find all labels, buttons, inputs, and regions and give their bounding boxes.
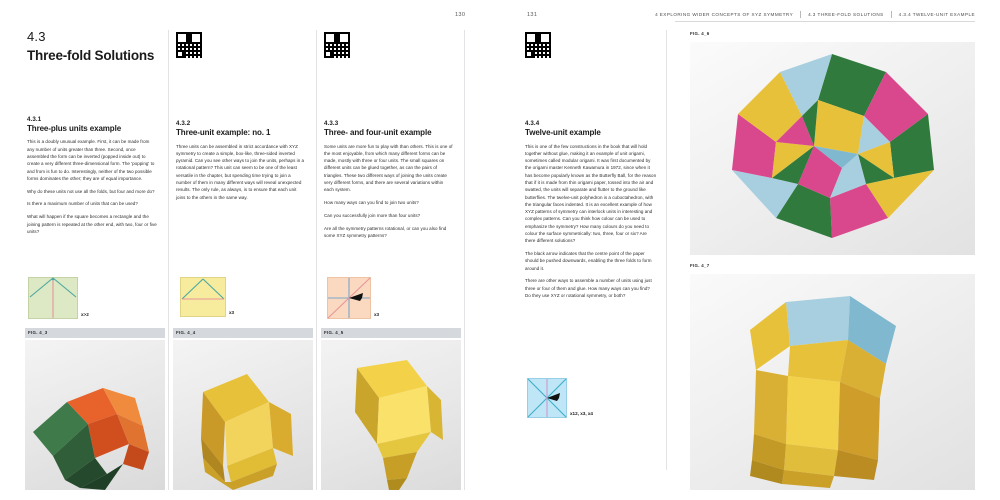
breadcrumb-item-chapter[interactable]: 4 EXPLORING WIDER CONCEPTS OF XYZ SYMMETRY	[655, 12, 794, 17]
folio-left: 130	[455, 12, 466, 18]
section-431-para-2: Why do these units not use all the folds, but four and more do?	[27, 188, 155, 194]
crease-pattern-434	[527, 378, 567, 418]
chapter-title: Three-fold Solutions	[27, 48, 155, 63]
section-434-para-3: There are other ways to assemble a number of units using just three or four of them and glue. How many ways can you find? Do they use XYZ or rotational symmetry, or both?	[525, 278, 652, 298]
section-431-para-4: What will happen if the square becomes a rectangle and the joining pattern is repeated at the other end, with two, four or five units?	[27, 214, 157, 234]
figure-caption-47-box	[690, 262, 975, 272]
section-title-432: Three-unit example: no. 1	[176, 128, 271, 138]
crease-multiplier-431: x>2	[81, 312, 89, 317]
section-title-433: Three- and four-unit example	[324, 128, 432, 138]
column-1	[27, 30, 157, 241]
column-divider	[666, 30, 667, 470]
column-3	[324, 30, 454, 245]
figure-caption-43-box	[25, 328, 165, 338]
section-title-434: Twelve-unit example	[525, 128, 601, 138]
crease-diagram-432	[180, 277, 234, 317]
section-number-431: 4.3.1	[27, 115, 42, 123]
section-number-434: 4.3.4	[525, 120, 540, 127]
figure-caption-43: FIG. 4_3	[28, 330, 48, 336]
figure-caption-47: FIG. 4_7	[690, 263, 710, 268]
figure-photo-46	[690, 42, 975, 255]
section-431-para-3: Is there a maximum number of units that can be used?	[27, 201, 138, 207]
crease-pattern-433	[327, 277, 371, 319]
qr-code-icon-col2[interactable]	[176, 32, 202, 58]
column-4	[525, 30, 657, 305]
figure-caption-46: FIG. 4_6	[690, 31, 710, 36]
section-434-para-2: The black arrow indicates that the centre point of the paper should be pushed downwards, enabling the three folds to form around it.	[525, 251, 652, 271]
crease-diagram-433	[327, 277, 379, 319]
figure-caption-46-box	[690, 30, 975, 40]
crease-pattern-432	[180, 277, 226, 317]
folio-right: 131	[527, 12, 538, 18]
crease-multiplier-433: x3	[374, 312, 380, 317]
figure-caption-44-box	[173, 328, 313, 338]
crease-diagram-431	[28, 277, 89, 319]
section-number-433: 4.3.3	[324, 120, 339, 127]
section-number-432: 4.3.2	[176, 120, 191, 127]
section-433-para-2: How many ways can you find to join two units?	[324, 200, 419, 206]
section-title-431: Three-plus units example	[27, 124, 122, 134]
chapter-number: 4.3	[27, 29, 46, 44]
figure-caption-45-box	[321, 328, 461, 338]
right-page	[500, 0, 1000, 500]
crease-diagram-434	[527, 378, 593, 418]
column-divider	[464, 30, 465, 490]
figure-photo-43	[25, 340, 165, 490]
figure-photo-44	[173, 340, 313, 490]
section-433-para-1: Some units are more fun to play with than others. This is one of the most enjoyable, from which many different forms can be made, mostly with three or four units. The small squares on different units can be glued together, as can the pairs of triangles. These two different ways of joining the units create very different forms, and there are several variations within each system.	[324, 143, 453, 193]
qr-code-icon-col4[interactable]	[525, 32, 551, 58]
section-432-para-1: Three units can be assembled in strict accordance with XYZ symmetry to create a simple, box-like, three-sided inverted pyramid. Can you see other ways to join the units, perhaps in a rotational pattern? This unit can seem to be one of the least versatile in the chapter, but spending time trying to join a number of them in many different ways will reveal unexpected results. The only rule, as always, is to ensure that each unit joins to the others in the same way.	[176, 143, 305, 200]
figure-caption-45: FIG. 4_5	[324, 330, 344, 336]
qr-code-icon-col3[interactable]	[324, 32, 350, 58]
figure-photo-47	[690, 274, 975, 490]
breadcrumb-item-section[interactable]: 4.3 THREE-FOLD SOLUTIONS	[808, 12, 884, 17]
section-431-para-1: This is a doubly unusual example. First, it can be made from any number of units greater than three. Second, once assembled the form can be inverted (popped inside out) to create a very different three-dimensional form. The 'popping' to and from is fun to do. Interestingly, neither of the two possible forms dominates the other; they are of equal importance.	[27, 139, 155, 181]
column-divider	[316, 30, 317, 490]
figure-caption-44: FIG. 4_4	[176, 330, 196, 336]
section-434-para-1: This is one of the few constructions in the book that will hold together without glue, making it an example of unit origami, sometimes called modular origami. It was first documented by the origami master Kenneth Kawamura in 1972, since when it has become popularly known as the Butterfly Ball, for the reason that if it is made from thin origami paper, tossed into the air and swatted, the units will separate and flutter to the ground like butterflies. The twelve-unit polyhedron is a cuboctahedron, with the triangular faces indented. It is an excellent example of how XYZ patterns of symmetry can interlock units in interesting and complex patterns. Can you think how colour can be used to emphasize the symmetry? How many colours do you need to colour the surface symmetrically: two, three, four or six? Are there different solutions?	[525, 143, 657, 244]
section-433-para-4: Are all the symmetry patterns rotational, or can you also find some XYZ symmetry patterns?	[324, 225, 447, 238]
section-433-para-3: Can you successfully join more than four units?	[324, 212, 421, 218]
breadcrumb	[648, 11, 975, 18]
crease-pattern-431	[28, 277, 78, 319]
column-2	[176, 30, 306, 206]
header-rule	[675, 21, 975, 22]
crease-multiplier-432: x3	[229, 310, 235, 315]
breadcrumb-item-subsection[interactable]: 4.3.4 TWELVE-UNIT EXAMPLE	[898, 12, 975, 17]
figure-photo-45	[321, 340, 461, 490]
crease-multiplier-434: x12, x3, x4	[570, 411, 593, 416]
column-divider	[168, 30, 169, 490]
